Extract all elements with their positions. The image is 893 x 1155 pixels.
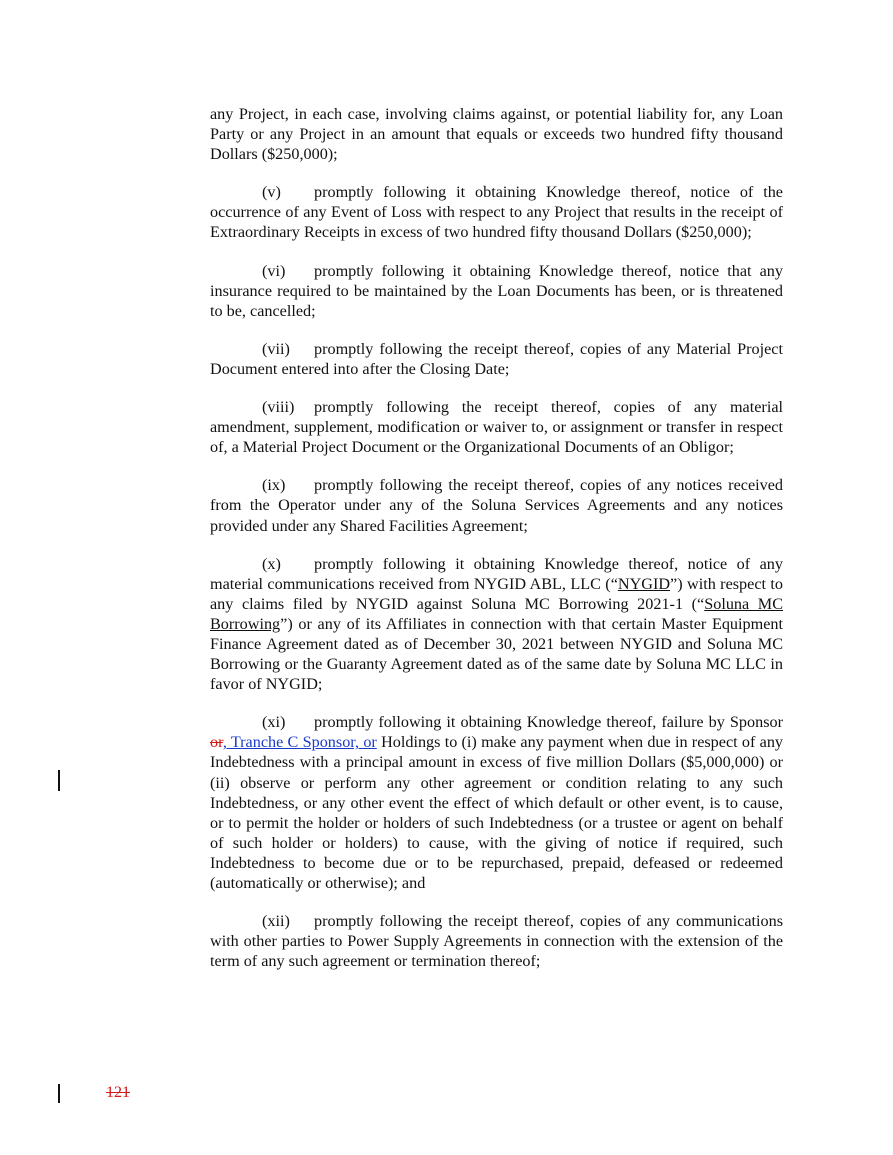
item-label: (v) <box>262 183 281 202</box>
continuation-paragraph: any Project, in each case, involving claims against, or potential liability for, any Loan Party or any Project in an amount that equals or exceeds two hundred fifty thousand Dollars ($250,000); <box>210 105 783 164</box>
item-x <box>210 554 783 695</box>
item-label: (vi) <box>262 261 286 280</box>
item-text: promptly following the receipt thereof, copies of any Material Project Document entered into after the Closing Date; <box>210 339 783 378</box>
change-bar-xi <box>58 770 60 791</box>
item-text: promptly following it obtaining Knowledge thereof, notice of the occurrence of any Event of Loss with respect to any Project that results in the receipt of Extraordinary Receipts in excess of two hundred fifty thousand Dollars ($250,000); <box>210 183 783 242</box>
document-body <box>210 104 783 989</box>
item-label: (x) <box>262 554 281 573</box>
item-label: (viii) <box>262 398 295 417</box>
item-label: (xii) <box>262 912 290 931</box>
change-bar-footer <box>58 1084 60 1103</box>
item-text: promptly following the receipt thereof, copies of any material amendment, supplement, modification or waiver to, or assignment or transfer in respect of, a Material Project Document or the Organizational Documents of an Obligor; <box>210 398 783 457</box>
item-text: promptly following the receipt thereof, copies of any communications with other parties to Power Supply Agreements in connection with the extension of the term of any such agreement or termination thereof; <box>210 912 783 971</box>
item-ix <box>210 475 783 535</box>
item-text: ”) or any of its Affiliates in connection with that certain Master Equipment Finance Agreement dated as of December 30, 2021 between NYGID and Soluna MC Borrowing or the Guaranty Agreement dated as of the same date by Soluna MC LLC in favor of NYGID; <box>210 614 783 694</box>
item-xi <box>210 712 783 893</box>
item-viii <box>210 397 783 457</box>
item-text: promptly following it obtaining Knowledge thereof, notice that any insurance required to be maintained by the Loan Documents has been, or is threatened to be, cancelled; <box>210 261 783 320</box>
item-text: promptly following the receipt thereof, copies of any notices received from the Operator under any of the Soluna Services Agreements and any notices provided under any Shared Facilities Agreement; <box>210 476 783 535</box>
item-v <box>210 182 783 242</box>
inserted-text: , Tranche C Sponsor, or <box>222 733 377 752</box>
page-number: 121 <box>106 1084 130 1101</box>
item-label: (xi) <box>262 713 286 732</box>
item-text: ”) with respect to any claims filed by NYGID against Soluna MC Borrowing 2021-1 (“ <box>210 574 784 613</box>
item-label: (vii) <box>262 339 290 358</box>
item-text: Holdings to (i) make any payment when due in respect of any Indebtedness with a principal amount in excess of five million Dollars ($5,000,000) or (ii) observe or perform any other agreement or condition relating to any such Indebtedness, or any other event the effect of which default or other event, is to cause, or to permit the holder or holders of such Indebtedness (or a trustee or agent on behalf of such holder or holders) to cause, with the giving of notice if required, such Indebtedness to become due or to be repurchased, prepaid, defeased or redeemed (automatically or otherwise); and <box>210 733 783 892</box>
item-label: (ix) <box>262 476 286 495</box>
item-text: promptly following it obtaining Knowledge thereof, notice of any material communications received from NYGID ABL, LLC (“ <box>210 554 783 593</box>
item-vi <box>210 261 783 321</box>
deleted-text: or <box>210 733 223 752</box>
defined-term-soluna-mc-borrowing: Soluna MC Borrowing <box>210 594 783 633</box>
item-text: promptly following it obtaining Knowledge thereof, failure by Sponsor <box>314 713 783 732</box>
item-xii <box>210 911 783 971</box>
defined-term-nygid: NYGID <box>617 574 671 593</box>
item-vii <box>210 339 783 379</box>
